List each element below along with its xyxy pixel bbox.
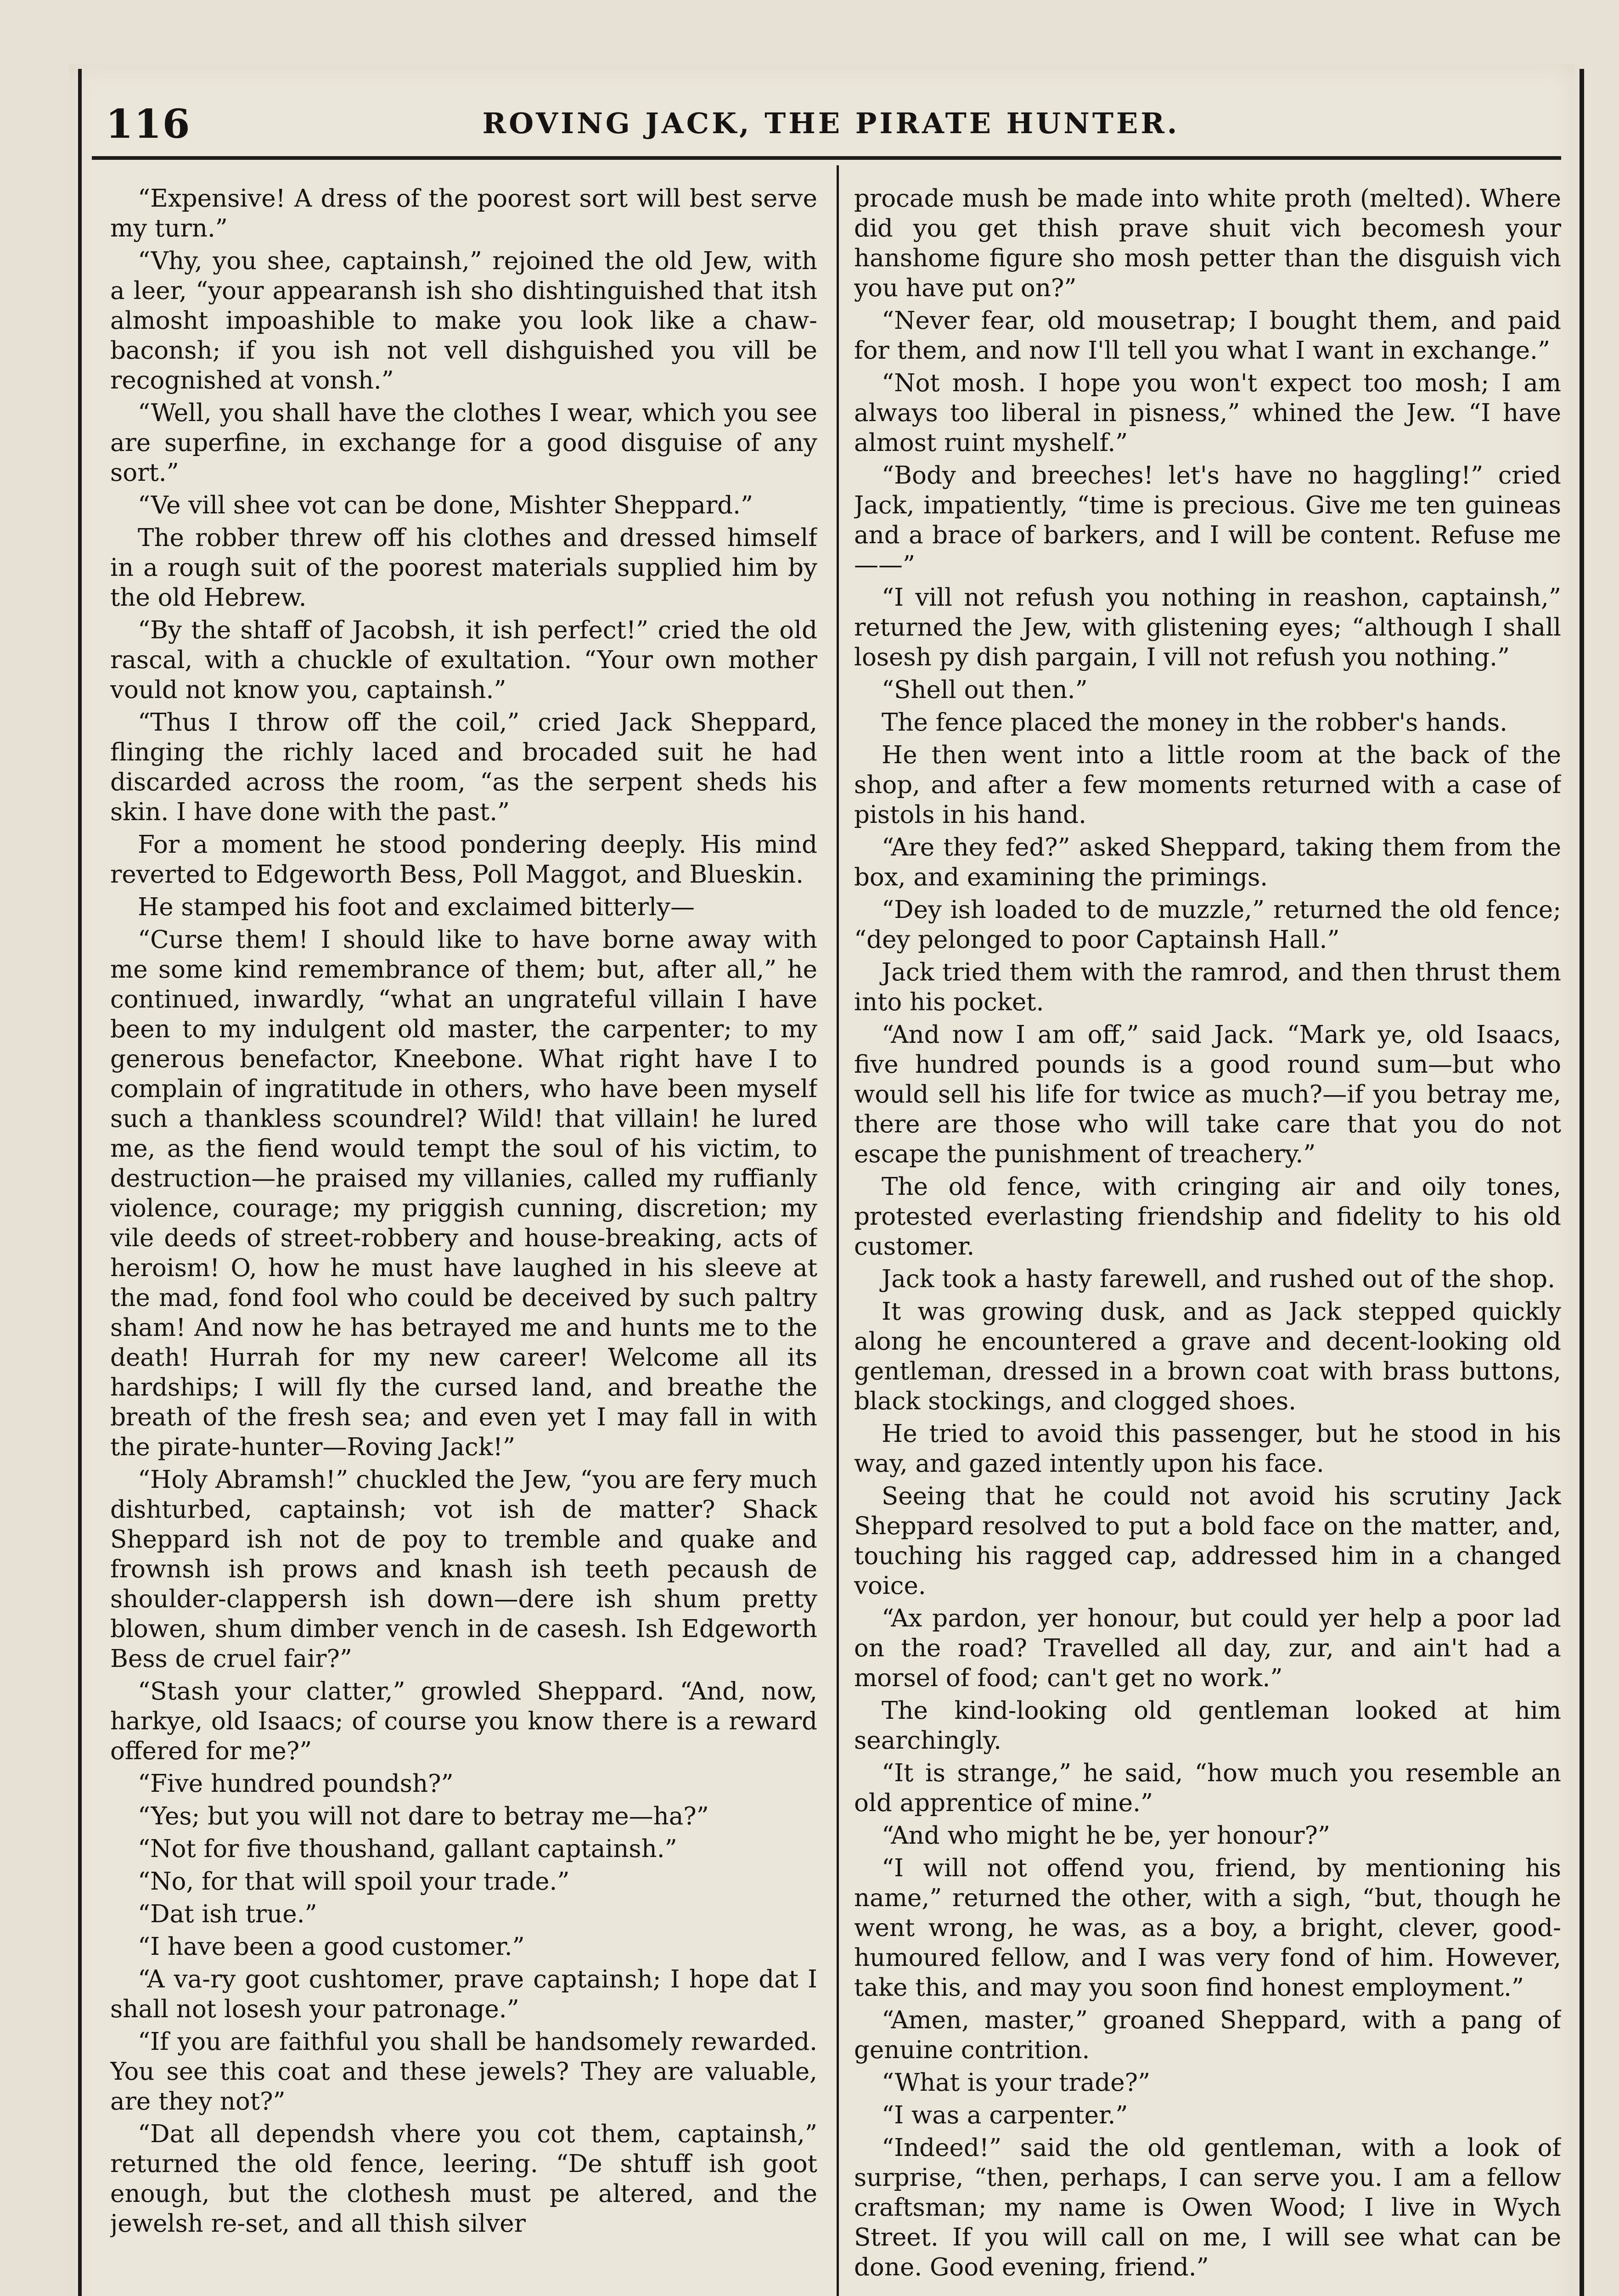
paragraph: The fence placed the money in the robber's hands. bbox=[882, 709, 1507, 737]
paragraph: “Dey ish loaded to de muzzle,” returned the old fence; “dey pelonged to poor Captainsh Hall.” bbox=[854, 896, 1561, 954]
paragraph: “I have been a good customer.” bbox=[138, 1933, 525, 1961]
paragraph: “It is strange,” he said, “how much you resemble an old apprentice of mine.” bbox=[854, 1759, 1561, 1817]
paragraph: “Shell out then.” bbox=[882, 676, 1088, 704]
paragraph: “Curse them! I should like to have borne away with me some kind remembrance of them; but, after all,” he continued, inwardly, “what an ungrateful villain I have been to my indulgent old master, the carpenter; to my generous benefactor, Kneebone. What right have I to complain of ingratitude in others, who have been myself such a thankless scoundrel? Wild! that villain! he lured me, as the fiend would tempt the soul of his victim, to destruction—he praised my villanies, called my ruffianly violence, courage; my priggish cunning, discretion; my vile deeds of street-robbery and house-breaking, acts of heroism! O, how he must have laughed in his sleeve at the mad, fond fool who could be deceived by such paltry sham! And now he has betrayed me and hunts me to the death! Hurrah for my new career! Welcome all its hardships; I will fly the cursed land, and breathe the breath of the fresh sea; and even yet I may fall in with the pirate-hunter—Roving Jack!” bbox=[110, 926, 817, 1461]
paragraph: “Thus I throw off the coil,” cried Jack Sheppard, flinging the richly laced and brocaded suit he had discarded across the room, “as the serpent sheds his skin. I have done with the past.” bbox=[110, 709, 817, 826]
paragraph: “Expensive! A dress of the poorest sort will best serve my turn.” bbox=[110, 185, 817, 242]
paragraph: “Stash your clatter,” growled Sheppard. “And, now, harkye, old Isaacs; of course you know there is a reward offered for me?” bbox=[110, 1677, 817, 1765]
paragraph: procade mush be made into white proth (melted). Where did you get thish prave shuit vich becomesh your hanshome figure sho mosh petter than the disguish vich you have put on?” bbox=[854, 185, 1561, 302]
left-column bbox=[110, 184, 817, 2296]
paragraph: “And who might he be, yer honour?” bbox=[882, 1822, 1331, 1850]
paragraph: “Amen, master,” groaned Sheppard, with a pang of genuine contrition. bbox=[854, 2006, 1561, 2064]
paragraph: “Not for five thoushand, gallant captainsh.” bbox=[138, 1835, 677, 1863]
paragraph: “Well, you shall have the clothes I wear, which you see are superfine, in exchange for a good disguise of any sort.” bbox=[110, 399, 817, 487]
column-divider bbox=[837, 165, 839, 2296]
paragraph: “I vill not refush you nothing in reashon, captainsh,” returned the Jew, with glistening eyes; “although I shall losesh py dish pargain, I vill not refush you nothing.” bbox=[854, 584, 1561, 671]
paragraph: “Not mosh. I hope you won't expect too mosh; I am always too liberal in pisness,” whined the Jew. “I have almost ruint myshelf.” bbox=[854, 369, 1561, 457]
paragraph: “Ax pardon, yer honour, but could yer help a poor lad on the road? Travelled all day, zur, and ain't had a morsel of food; can't get no work.” bbox=[854, 1604, 1561, 1692]
paragraph: He stamped his foot and exclaimed bitterly— bbox=[138, 893, 695, 921]
paragraph: Jack took a hasty farewell, and rushed out of the shop. bbox=[882, 1265, 1555, 1293]
right-column bbox=[854, 184, 1561, 2296]
paragraph: “Holy Abramsh!” chuckled the Jew, “you are fery much dishturbed, captainsh; vot ish de matter? Shack Sheppard ish not de poy to tremble and quake and frownsh ish prows and knash ish teeth pecaush de shoulder-clappersh ish down—dere ish shum pretty blowen, shum dimber vench in de casesh. Ish Edgeworth Bess de cruel fair?” bbox=[110, 1466, 817, 1673]
paragraph: “Ve vill shee vot can be done, Mishter Sheppard.” bbox=[138, 491, 753, 519]
paragraph: “Body and breeches! let's have no haggling!” cried Jack, impatiently, “time is precious. Give me ten guineas and a brace of barkers, and I will be content. Refuse me——” bbox=[854, 461, 1561, 579]
page-number: 116 bbox=[106, 101, 191, 147]
paragraph: “What is your trade?” bbox=[882, 2069, 1151, 2097]
paragraph: The robber threw off his clothes and dressed himself in a rough suit of the poorest materials supplied him by the old Hebrew. bbox=[110, 524, 817, 612]
left-border bbox=[78, 69, 82, 2296]
paragraph: “Never fear, old mousetrap; I bought them, and paid for them, and now I'll tell you what I want in exchange.” bbox=[854, 307, 1561, 365]
paragraph: For a moment he stood pondering deeply. His mind reverted to Edgeworth Bess, Poll Maggot, and Blueskin. bbox=[110, 831, 817, 889]
paragraph: “And now I am off,” said Jack. “Mark ye, old Isaacs, five hundred pounds is a good round sum—but who would sell his life for twice as much?—if you betray me, there are those who will take care that you do not escape the punishment of treachery.” bbox=[854, 1021, 1561, 1168]
paragraph: “Yes; but you will not dare to betray me—ha?” bbox=[138, 1802, 709, 1830]
paragraph: “Five hundred poundsh?” bbox=[138, 1770, 454, 1798]
paragraph: The old fence, with cringing air and oily tones, protested everlasting friendship and fidelity to his old customer. bbox=[854, 1173, 1561, 1261]
paragraph: He tried to avoid this passenger, but he stood in his way, and gazed intently upon his face. bbox=[854, 1420, 1561, 1478]
paragraph: “No, for that will spoil your trade.” bbox=[138, 1868, 570, 1896]
paragraph: “Indeed!” said the old gentleman, with a look of surprise, “then, perhaps, I can serve you. I am a fellow craftsman; my name is Owen Wood; I live in Wych Street. If you will call on me, I will see what can be done. Good evening, friend.” bbox=[854, 2134, 1561, 2281]
paragraph: He then went into a little room at the back of the shop, and after a few moments returned with a case of pistols in his hand. bbox=[854, 741, 1561, 829]
paragraph: Jack tried them with the ramrod, and then thrust them into his pocket. bbox=[854, 958, 1561, 1016]
page-header bbox=[96, 92, 1566, 161]
paragraph: “Dat all dependsh vhere you cot them, captainsh,” returned the old fence, leering. “De shtuff ish goot enough, but the clothesh must pe altered, and the jewelsh re-set, and all thish silver bbox=[110, 2120, 817, 2238]
paragraph: Seeing that he could not avoid his scrutiny Jack Sheppard resolved to put a bold face on the matter, and, touching his ragged cap, addressed him in a changed voice. bbox=[854, 1482, 1561, 1600]
paragraph: It was growing dusk, and as Jack stepped quickly along he encountered a grave and decent-looking old gentleman, dressed in a brown coat with brass buttons, black stockings, and clogged shoes. bbox=[854, 1298, 1561, 1415]
paragraph: “If you are faithful you shall be handsomely rewarded. You see this coat and these jewels? They are valuable, are they not?” bbox=[110, 2028, 817, 2116]
paragraph: “Are they fed?” asked Sheppard, taking them from the box, and examining the primings. bbox=[854, 833, 1561, 891]
paragraph: The kind-looking old gentleman looked at him searchingly. bbox=[854, 1697, 1561, 1755]
right-border bbox=[1580, 69, 1584, 2296]
header-rule bbox=[92, 156, 1561, 160]
paragraph: “By the shtaff of Jacobsh, it ish perfect!” cried the old rascal, with a chuckle of exultation. “Your own mother vould not know you, captainsh.” bbox=[110, 616, 817, 704]
paragraph: “Vhy, you shee, captainsh,” rejoined the old Jew, with a leer, “your appearansh ish sho dishtinguished that itsh almosht impoashible to make you look like a chaw-baconsh; if you ish not vell dishguished you vill be recognished at vonsh.” bbox=[110, 247, 817, 394]
paragraph: “I will not offend you, friend, by mentioning his name,” returned the other, with a sigh, “but, though he went wrong, he was, as a boy, a bright, clever, good-humoured fellow, and I was very fond of him. However, take this, and may you soon find honest employment.” bbox=[854, 1854, 1561, 2002]
running-title: ROVING JACK, THE PIRATE HUNTER. bbox=[482, 107, 1180, 140]
paragraph: “I was a carpenter.” bbox=[882, 2101, 1128, 2129]
paragraph: “A va-ry goot cushtomer, prave captainsh; I hope dat I shall not losesh your patronage.” bbox=[110, 1965, 817, 2023]
paragraph: “Dat ish true.” bbox=[138, 1900, 317, 1928]
